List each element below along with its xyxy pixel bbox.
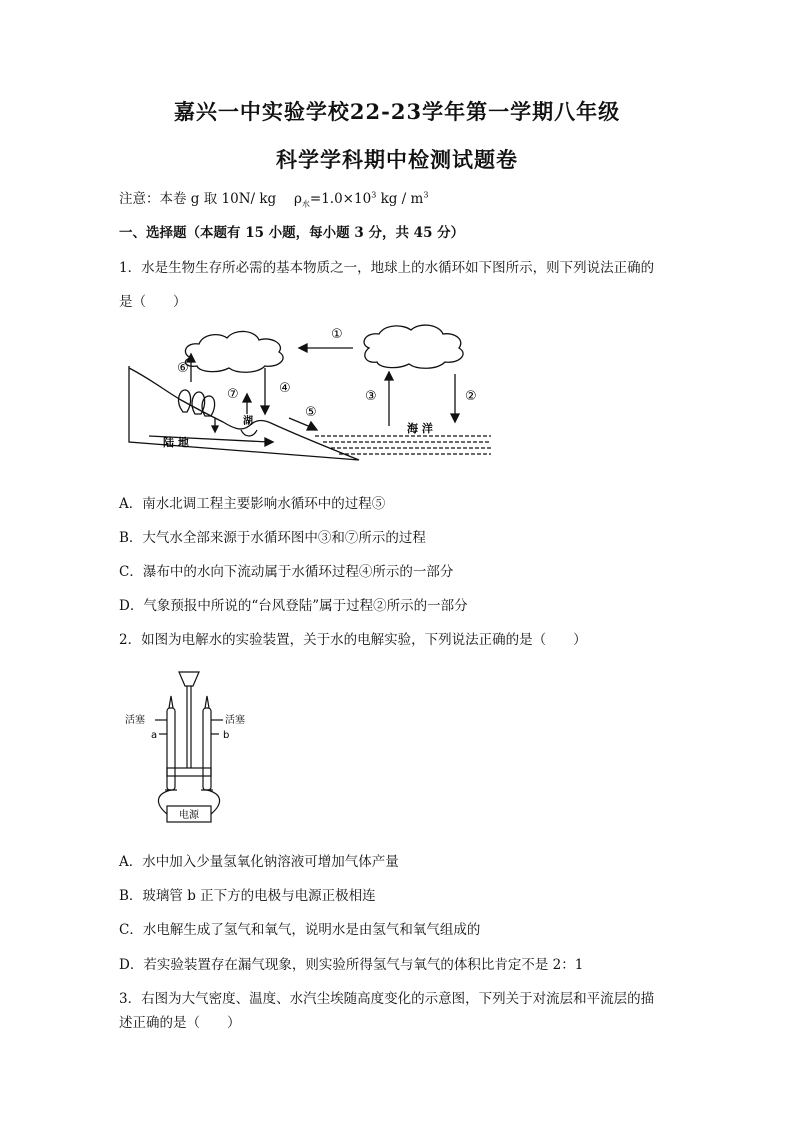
q2-option-d: D．若实验装置存在漏气现象，则实验所得氢气与氧气的体积比肯定不是 2：1 (119, 957, 584, 973)
label-4: ④ (279, 381, 291, 396)
label-lake: 湖 (243, 416, 253, 427)
note-mid: =1.0×10 (309, 191, 372, 207)
left-valve-label: 活塞 (125, 715, 145, 726)
label-land: 陆 地 (163, 436, 189, 449)
q2-option-b: B．玻璃管 b 正下方的电极与电源正极相连 (119, 888, 376, 904)
note-unit-exp: 3 (423, 190, 429, 200)
q2-option-a: A．水中加入少量氢氧化钠溶液可增加气体产量 (119, 854, 399, 870)
label-6: ⑥ (177, 361, 189, 376)
sea-lines (315, 436, 491, 454)
note-unit: kg / m (376, 191, 424, 207)
tube-a (167, 708, 175, 790)
section-heading: 一、选择题（本题有 15 小题，每小题 3 分，共 45 分） (119, 225, 465, 241)
q1-option-c: C．瀑布中的水向下流动属于水循环过程④所示的一部分 (119, 564, 454, 580)
power-label: 电源 (179, 810, 199, 821)
note-rho-sub: 水 (301, 199, 310, 209)
tube-a-label: a (151, 730, 158, 741)
label-2: ② (465, 389, 477, 404)
note-exp: 3 (371, 190, 377, 200)
tube-b-label: b (223, 730, 230, 741)
label-sea: 海 洋 (407, 422, 433, 435)
lake-shape (241, 430, 257, 436)
tube-b (203, 708, 211, 790)
q1-stem-line2: 是（ ） (119, 294, 187, 310)
label-1: ① (331, 327, 343, 342)
note-prefix: 注意：本卷 g 取 10N/ kg ρ (119, 191, 302, 207)
label-5: ⑤ (305, 405, 317, 420)
cloud-left (185, 331, 283, 372)
exam-title-line1: 嘉兴一中实验学校22-23学年第一学期八年级 (173, 99, 621, 124)
q3-stem-line1: 3．右图为大气密度、温度、水汽尘埃随高度变化的示意图，下列关于对流层和平流层的描 (119, 991, 655, 1007)
q1-option-a: A．南水北调工程主要影响水循环中的过程⑤ (119, 496, 386, 512)
trees (179, 390, 215, 416)
exam-note (119, 187, 428, 210)
q1-stem-line1: 1．水是生物生存所必需的基本物质之一，地球上的水循环如下图所示，则下列说法正确的 (119, 260, 655, 276)
label-3: ③ (365, 389, 377, 404)
q2-stem: 2．如图为电解水的实验装置，关于水的电解实验，下列说法正确的是（ ） (119, 632, 587, 648)
label-7: ⑦ (227, 387, 239, 402)
water-cycle-figure (119, 318, 499, 468)
q3-stem-line2: 述正确的是（ ） (119, 1015, 241, 1031)
right-valve-label: 活塞 (225, 715, 245, 726)
funnel (179, 672, 199, 686)
q1-option-d: D．气象预报中所说的“台风登陆”属于过程②所示的一部分 (119, 598, 468, 614)
q2-option-c: C．水电解生成了氢气和氧气，说明水是由氢气和氧气组成的 (119, 922, 481, 938)
electrolysis-figure (125, 668, 255, 828)
exam-title-line2: 科学学科期中检测试题卷 (276, 147, 518, 172)
q1-option-b: B．大气水全部来源于水循环图中③和⑦所示的过程 (119, 530, 426, 546)
cloud-right (364, 325, 463, 368)
